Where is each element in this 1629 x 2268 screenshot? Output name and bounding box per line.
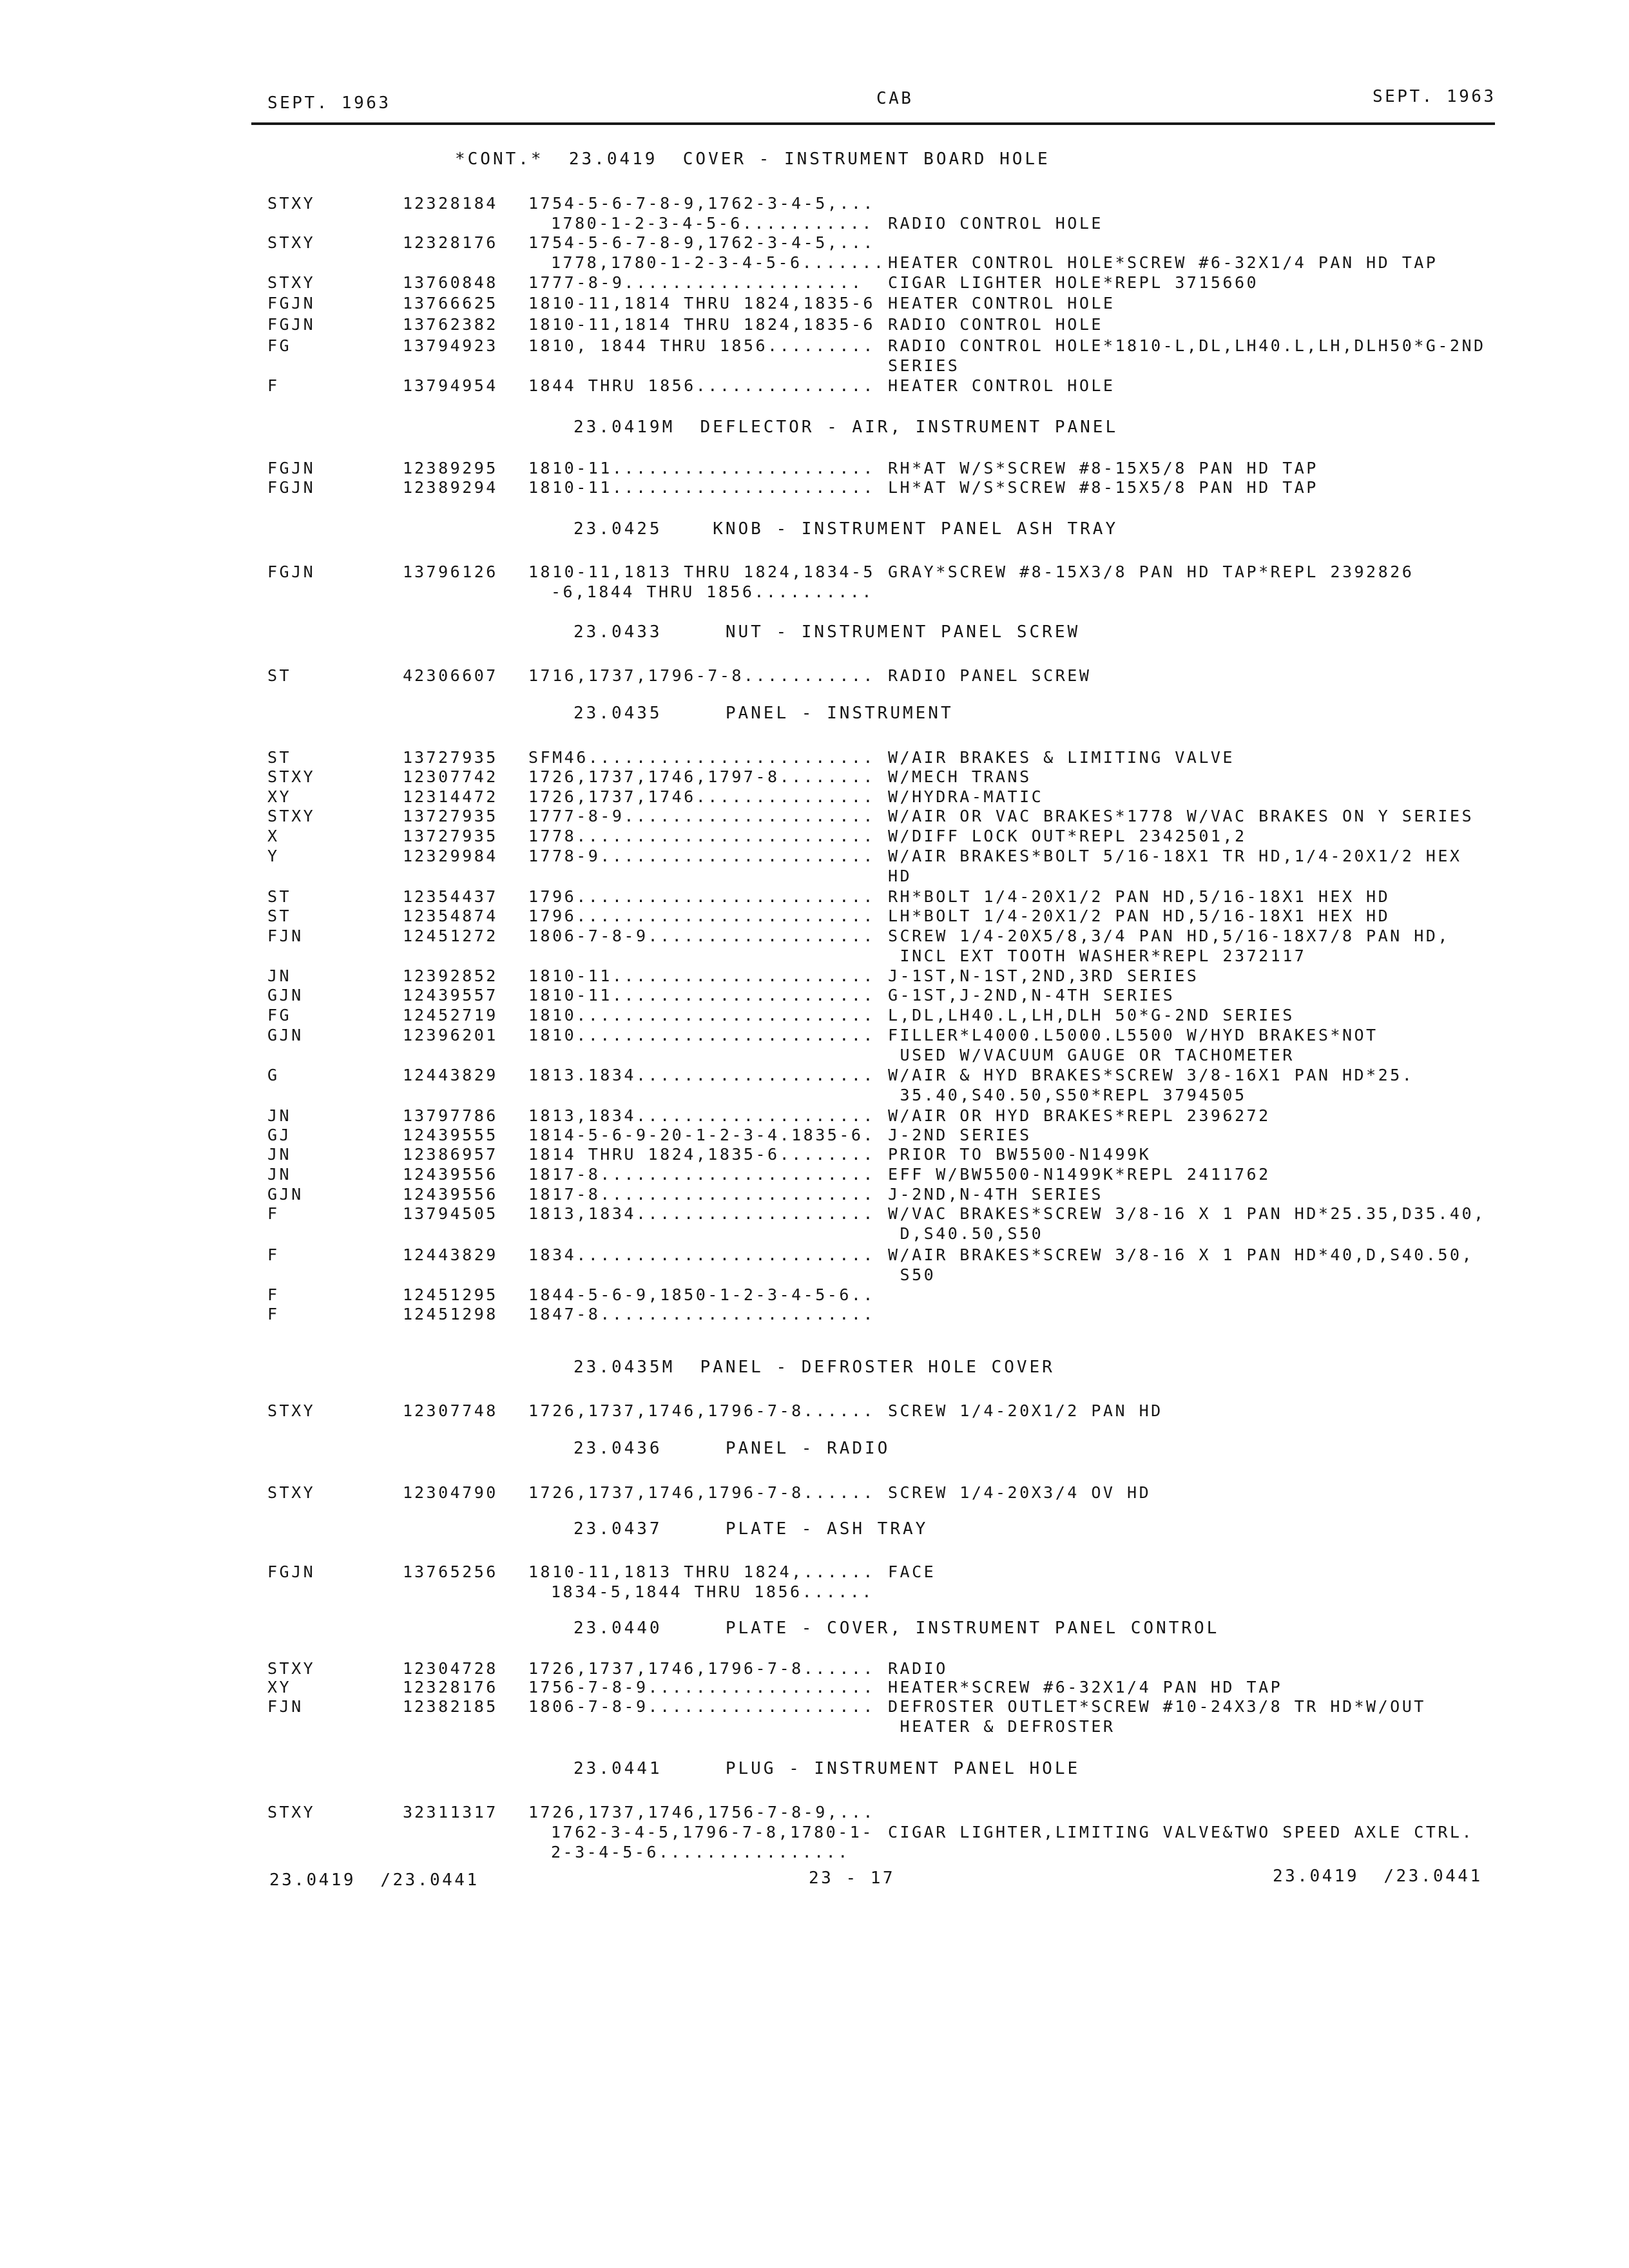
quantity: 1: [403, 966, 415, 985]
part-number: 2439555: [414, 1126, 498, 1144]
remark-line: L,DL,LH40.L,LH,DLH 50*G-2ND SERIES: [888, 1006, 1295, 1024]
footer-range-right: 23.0419 /23.0441: [1273, 1867, 1483, 1886]
remark-line: HEATER & DEFROSTER: [888, 1717, 1115, 1736]
section-title: 23.0435M PANEL - DEFROSTER HOLE COVER: [574, 1358, 1055, 1377]
remark-line: W/DIFF LOCK OUT*REPL 2342501,2: [888, 827, 1247, 845]
quantity: 1: [403, 1185, 415, 1204]
remark-line: J-2ND,N-4TH SERIES: [888, 1185, 1103, 1204]
quantity: 1: [403, 1562, 415, 1581]
section-title: 23.0440 PLATE - COVER, INSTRUMENT PANEL CONTROL: [574, 1619, 1220, 1638]
part-number: 3762382: [414, 315, 498, 334]
quantity: 1: [403, 1285, 415, 1304]
remark-line: W/AIR BRAKES & LIMITING VALVE: [888, 748, 1235, 767]
footer-page-number: 23 - 17: [809, 1869, 896, 1888]
footer-range-left: 23.0419 /23.0441: [269, 1870, 479, 1890]
section-title: 23.0419M DEFLECTOR - AIR, INSTRUMENT PANEL: [574, 418, 1119, 437]
part-number: 2439556: [414, 1165, 498, 1184]
usage-line: 1726,1737,1746,1796-7-8......: [528, 1401, 875, 1420]
section-title: 23.0433 NUT - INSTRUMENT PANEL SCREW: [574, 622, 1081, 642]
usage-line: 1813,1834....................: [528, 1106, 875, 1125]
part-number: 2328184: [414, 194, 498, 213]
usage-line: 1813.1834....................: [528, 1066, 875, 1084]
usage-line: 1780-1-2-3-4-5-6...........: [551, 214, 874, 233]
remark-line: HEATER CONTROL HOLE: [888, 294, 1115, 312]
part-number: 2328176: [414, 233, 498, 252]
usage-line: -6,1844 THRU 1856..........: [551, 582, 874, 601]
usage-line: 1754-5-6-7-8-9,1762-3-4-5,...: [528, 194, 875, 213]
usage-line: 1810-11......................: [528, 986, 875, 1004]
quantity: 1: [403, 1026, 415, 1044]
usage-line: 1810-11,1813 THRU 1824,1834-5: [528, 562, 875, 581]
model-code: FGJN: [267, 562, 316, 581]
part-number: 2396201: [414, 1026, 498, 1044]
usage-line: 1726,1737,1746,1756-7-8-9,...: [528, 1803, 875, 1821]
quantity: 1: [403, 1126, 415, 1144]
model-code: GJN: [267, 986, 304, 1004]
model-code: STXY: [267, 1803, 316, 1821]
remark-line: 35.40,S40.50,S50*REPL 3794505: [888, 1086, 1247, 1104]
model-code: FGJN: [267, 1562, 316, 1581]
usage-line: 1754-5-6-7-8-9,1762-3-4-5,...: [528, 233, 875, 252]
remark-line: RH*BOLT 1/4-20X1/2 PAN HD,5/16-18X1 HEX HD: [888, 887, 1391, 906]
remark-line: W/AIR & HYD BRAKES*SCREW 3/8-16X1 PAN HD*25.: [888, 1066, 1414, 1084]
model-code: FGJN: [267, 294, 316, 312]
usage-line: 1814-5-6-9-20-1-2-3-4.1835-6.: [528, 1126, 875, 1144]
usage-line: 1817-8.......................: [528, 1185, 875, 1204]
model-code: STXY: [267, 273, 316, 292]
usage-line: 1834.........................: [528, 1245, 875, 1264]
quantity: 1: [403, 827, 415, 845]
model-code: F: [267, 1305, 280, 1323]
part-number: 2354437: [414, 887, 498, 906]
model-code: FJN: [267, 927, 304, 945]
part-number: 3727935: [414, 827, 498, 845]
remark-line: PRIOR TO BW5500-N1499K: [888, 1145, 1152, 1164]
remark-line: W/HYDRA-MATIC: [888, 787, 1044, 806]
section-title: 23.0436 PANEL - RADIO: [574, 1439, 891, 1458]
usage-line: 1726,1737,1746,1796-7-8......: [528, 1483, 875, 1502]
quantity: 1: [403, 1066, 415, 1084]
quantity: 4: [403, 666, 415, 685]
part-number: 2354874: [414, 907, 498, 925]
part-number: 2451272: [414, 927, 498, 945]
usage-line: 1834-5,1844 THRU 1856......: [551, 1582, 874, 1601]
remark-line: RADIO CONTROL HOLE: [888, 315, 1103, 334]
part-number: 2304790: [414, 1483, 498, 1502]
usage-line: 1810.........................: [528, 1026, 875, 1044]
quantity: 1: [403, 1106, 415, 1125]
section-title: 23.0437 PLATE - ASH TRAY: [574, 1519, 929, 1539]
part-number: 2386957: [414, 1145, 498, 1164]
part-number: 3797786: [414, 1106, 498, 1125]
usage-line: 1726,1737,1746,1796-7-8......: [528, 1659, 875, 1678]
remark-line: SCREW 1/4-20X3/4 OV HD: [888, 1483, 1152, 1502]
model-code: STXY: [267, 1483, 316, 1502]
remark-line: FACE: [888, 1562, 936, 1581]
header-rule: [251, 122, 1495, 125]
model-code: GJN: [267, 1185, 304, 1204]
usage-line: 1810-11......................: [528, 478, 875, 497]
remark-line: W/AIR OR HYD BRAKES*REPL 2396272: [888, 1106, 1271, 1125]
usage-line: 1778-9.......................: [528, 847, 875, 865]
quantity: 1: [403, 194, 415, 213]
usage-line: 1806-7-8-9...................: [528, 1697, 875, 1716]
remark-line: INCL EXT TOOTH WASHER*REPL 2372117: [888, 947, 1307, 965]
remark-line: D,S40.50,S50: [888, 1224, 1044, 1243]
remark-line: SERIES: [888, 356, 960, 375]
usage-line: 1716,1737,1796-7-8...........: [528, 666, 875, 685]
model-code: STXY: [267, 767, 316, 786]
remark-line: W/VAC BRAKES*SCREW 3/8-16 X 1 PAN HD*25.35,D35.40,: [888, 1204, 1486, 1223]
remark-line: SCREW 1/4-20X5/8,3/4 PAN HD,5/16-18X7/8 PAN HD,: [888, 927, 1450, 945]
part-number: 3794923: [414, 336, 498, 355]
model-code: JN: [267, 1145, 292, 1164]
part-number: 3727935: [414, 807, 498, 825]
quantity: 1: [403, 1165, 415, 1184]
quantity: 1: [403, 1697, 415, 1716]
model-code: F: [267, 1245, 280, 1264]
part-number: 2314472: [414, 787, 498, 806]
model-code: G: [267, 1066, 280, 1084]
usage-line: 1810.........................: [528, 1006, 875, 1024]
header-date-right: SEPT. 1963: [1373, 87, 1496, 106]
header-section-title: CAB: [876, 89, 914, 108]
usage-line: 1810-11......................: [528, 459, 875, 477]
remark-line: HEATER CONTROL HOLE: [888, 376, 1115, 395]
part-number: 2439556: [414, 1185, 498, 1204]
quantity: 1: [403, 1245, 415, 1264]
part-number: 3727935: [414, 748, 498, 767]
remark-line: DEFROSTER OUTLET*SCREW #10-24X3/8 TR HD*W/OUT: [888, 1697, 1426, 1716]
part-number: 3765256: [414, 1562, 498, 1581]
part-number: 2452719: [414, 1006, 498, 1024]
remark-line: J-2ND SERIES: [888, 1126, 1032, 1144]
quantity: 1: [403, 294, 415, 312]
quantity: 1: [403, 1483, 415, 1502]
quantity: 1: [403, 1659, 415, 1678]
model-code: FG: [267, 1006, 292, 1024]
model-code: ST: [267, 887, 292, 906]
quantity: 1: [403, 767, 415, 786]
remark-line: J-1ST,N-1ST,2ND,3RD SERIES: [888, 966, 1199, 985]
usage-line: 1778,1780-1-2-3-4-5-6.......: [551, 253, 886, 272]
remark-line: RADIO PANEL SCREW: [888, 666, 1092, 685]
usage-line: 1810-11,1814 THRU 1824,1835-6: [528, 294, 875, 312]
model-code: STXY: [267, 194, 316, 213]
usage-line: 1756-7-8-9...................: [528, 1678, 875, 1696]
quantity: 1: [403, 1006, 415, 1024]
quantity: 1: [403, 1305, 415, 1323]
part-number: 3794954: [414, 376, 498, 395]
part-number: 2306607: [414, 666, 498, 685]
part-number: 3794505: [414, 1204, 498, 1223]
usage-line: 1777-8-9....................: [528, 273, 863, 292]
section-title: 23.0435 PANEL - INSTRUMENT: [574, 704, 954, 723]
model-code: ST: [267, 907, 292, 925]
remark-line: CIGAR LIGHTER,LIMITING VALVE&TWO SPEED AXLE CTRL.: [888, 1823, 1474, 1841]
model-code: JN: [267, 1106, 292, 1125]
model-code: STXY: [267, 1401, 316, 1420]
quantity: 1: [403, 986, 415, 1004]
usage-line: SFM46........................: [528, 748, 875, 767]
remark-line: RH*AT W/S*SCREW #8-15X5/8 PAN HD TAP: [888, 459, 1318, 477]
usage-line: 1777-8-9.....................: [528, 807, 875, 825]
usage-line: 1810, 1844 THRU 1856.........: [528, 336, 875, 355]
remark-line: SCREW 1/4-20X1/2 PAN HD: [888, 1401, 1163, 1420]
usage-line: 1844-5-6-9,1850-1-2-3-4-5-6..: [528, 1285, 875, 1304]
model-code: X: [267, 827, 280, 845]
quantity: 1: [403, 562, 415, 581]
usage-line: 1796.........................: [528, 887, 875, 906]
part-number: 2439557: [414, 986, 498, 1004]
usage-line: 1806-7-8-9...................: [528, 927, 875, 945]
usage-line: 1817-8.......................: [528, 1165, 875, 1184]
quantity: 1: [403, 376, 415, 395]
model-code: XY: [267, 787, 292, 806]
remark-line: W/AIR BRAKES*SCREW 3/8-16 X 1 PAN HD*40,D,S40.50,: [888, 1245, 1474, 1264]
remark-line: HD: [888, 867, 912, 885]
model-code: FGJN: [267, 478, 316, 497]
part-number: 2304728: [414, 1659, 498, 1678]
quantity: 1: [403, 927, 415, 945]
remark-line: W/MECH TRANS: [888, 767, 1032, 786]
model-code: F: [267, 1204, 280, 1223]
model-code: JN: [267, 1165, 292, 1184]
quantity: 1: [403, 315, 415, 334]
usage-line: 1810-11......................: [528, 966, 875, 985]
part-number: 2443829: [414, 1245, 498, 1264]
remark-line: S50: [888, 1265, 936, 1284]
quantity: 1: [403, 336, 415, 355]
quantity: 3: [403, 1803, 415, 1821]
part-number: 2307742: [414, 767, 498, 786]
part-number: 2311317: [414, 1803, 498, 1821]
model-code: STXY: [267, 807, 316, 825]
quantity: 1: [403, 907, 415, 925]
remark-line: RADIO CONTROL HOLE*1810-L,DL,LH40.L,LH,DLH50*G-2ND: [888, 336, 1486, 355]
remark-line: USED W/VACUUM GAUGE OR TACHOMETER: [888, 1046, 1295, 1064]
model-code: STXY: [267, 233, 316, 252]
usage-line: 1726,1737,1746...............: [528, 787, 875, 806]
model-code: FG: [267, 336, 292, 355]
usage-line: 1726,1737,1746,1797-8........: [528, 767, 875, 786]
quantity: 1: [403, 748, 415, 767]
model-code: ST: [267, 666, 292, 685]
part-number: 3796126: [414, 562, 498, 581]
quantity: 1: [403, 459, 415, 477]
quantity: 1: [403, 887, 415, 906]
usage-line: 1762-3-4-5,1796-7-8,1780-1-: [551, 1823, 874, 1841]
quantity: 1: [403, 1204, 415, 1223]
model-code: GJ: [267, 1126, 292, 1144]
part-number: 3760848: [414, 273, 498, 292]
usage-line: 1796.........................: [528, 907, 875, 925]
part-number: 2443829: [414, 1066, 498, 1084]
header-date-left: SEPT. 1963: [267, 93, 391, 113]
quantity: 1: [403, 233, 415, 252]
model-code: ST: [267, 748, 292, 767]
section-title: 23.0425 KNOB - INSTRUMENT PANEL ASH TRAY: [574, 519, 1119, 539]
section-title: 23.0441 PLUG - INSTRUMENT PANEL HOLE: [574, 1759, 1081, 1778]
remark-line: FILLER*L4000.L5000.L5500 W/HYD BRAKES*NOT: [888, 1026, 1378, 1044]
remark-line: G-1ST,J-2ND,N-4TH SERIES: [888, 986, 1175, 1004]
usage-line: 1847-8.......................: [528, 1305, 875, 1323]
usage-line: 1844 THRU 1856...............: [528, 376, 875, 395]
remark-line: RADIO CONTROL HOLE: [888, 214, 1103, 233]
quantity: 1: [403, 1145, 415, 1164]
model-code: STXY: [267, 1659, 316, 1678]
quantity: 1: [403, 787, 415, 806]
model-code: GJN: [267, 1026, 304, 1044]
model-code: F: [267, 376, 280, 395]
usage-line: 1810-11,1814 THRU 1824,1835-6: [528, 315, 875, 334]
model-code: JN: [267, 966, 292, 985]
quantity: 1: [403, 807, 415, 825]
model-code: FGJN: [267, 315, 316, 334]
section-title: *CONT.* 23.0419 COVER - INSTRUMENT BOARD HOLE: [455, 149, 1050, 169]
model-code: FGJN: [267, 459, 316, 477]
quantity: 1: [403, 273, 415, 292]
usage-line: 1810-11,1813 THRU 1824,......: [528, 1562, 875, 1581]
part-number: 2389295: [414, 459, 498, 477]
part-number: 2382185: [414, 1697, 498, 1716]
remark-line: EFF W/BW5500-N1499K*REPL 2411762: [888, 1165, 1271, 1184]
remark-line: HEATER*SCREW #6-32X1/4 PAN HD TAP: [888, 1678, 1283, 1696]
quantity: 1: [403, 1678, 415, 1696]
remark-line: RADIO: [888, 1659, 948, 1678]
part-number: 2451295: [414, 1285, 498, 1304]
part-number: 2307748: [414, 1401, 498, 1420]
usage-line: 1778.........................: [528, 827, 875, 845]
remark-line: LH*BOLT 1/4-20X1/2 PAN HD,5/16-18X1 HEX HD: [888, 907, 1391, 925]
remark-line: HEATER CONTROL HOLE*SCREW #6-32X1/4 PAN HD TAP: [888, 253, 1438, 272]
usage-line: 1813,1834....................: [528, 1204, 875, 1223]
quantity: 1: [403, 1401, 415, 1420]
part-number: 2389294: [414, 478, 498, 497]
quantity: 1: [403, 847, 415, 865]
model-code: XY: [267, 1678, 292, 1696]
remark-line: GRAY*SCREW #8-15X3/8 PAN HD TAP*REPL 2392826: [888, 562, 1414, 581]
part-number: 2329984: [414, 847, 498, 865]
part-number: 2392852: [414, 966, 498, 985]
remark-line: LH*AT W/S*SCREW #8-15X5/8 PAN HD TAP: [888, 478, 1318, 497]
model-code: F: [267, 1285, 280, 1304]
part-number: 3766625: [414, 294, 498, 312]
usage-line: 1814 THRU 1824,1835-6........: [528, 1145, 875, 1164]
usage-line: 2-3-4-5-6................: [551, 1843, 850, 1861]
part-number: 2328176: [414, 1678, 498, 1696]
remark-line: W/AIR BRAKES*BOLT 5/16-18X1 TR HD,1/4-20X1/2 HEX: [888, 847, 1462, 865]
model-code: Y: [267, 847, 280, 865]
quantity: 1: [403, 478, 415, 497]
remark-line: CIGAR LIGHTER HOLE*REPL 3715660: [888, 273, 1259, 292]
model-code: FJN: [267, 1697, 304, 1716]
part-number: 2451298: [414, 1305, 498, 1323]
remark-line: W/AIR OR VAC BRAKES*1778 W/VAC BRAKES ON Y SERIES: [888, 807, 1474, 825]
